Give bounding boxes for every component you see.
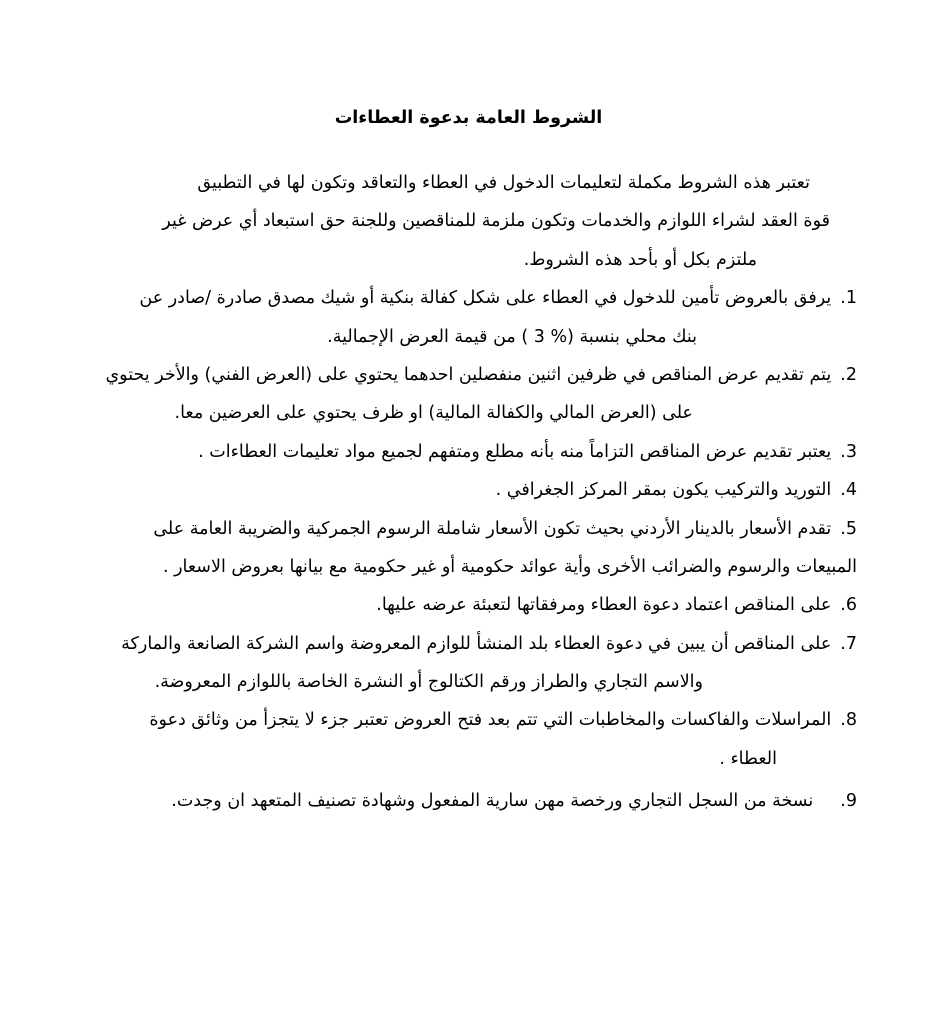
item-text: يرفق بالعروض تأمين للدخول في العطاء على شكل كفالة بنكية أو شيك مصدق صادرة /صادر عن: [139, 288, 832, 309]
item-text: المراسلات والفاكسات والمخاطبات التي تتم بعد فتح العروض تعتبر جزء لا يتجزأ من وثائق دعوة: [149, 710, 832, 731]
list-item-line: [10, 510, 857, 548]
list-item-line: [10, 586, 857, 624]
document-title: الشروط العامة بدعوة العطاءات: [334, 108, 603, 128]
list-item-line: [10, 279, 857, 317]
item-number: 1.: [840, 288, 857, 309]
intro-line: ملتزم بكل أو بأحد هذه الشروط.: [523, 249, 757, 270]
list-item-continuation: بنك محلي بنسبة ⁦( 3 %)⁩ من قيمة العرض الإجمالية.: [327, 326, 697, 347]
item-number: 7.: [840, 633, 857, 654]
item-text: على المناقص اعتماد دعوة العطاء ومرفقاتها لتعبئة عرضه عليها.: [376, 595, 832, 616]
item-number: 5.: [840, 518, 857, 539]
item-number: 3.: [840, 441, 857, 462]
list-item-line: [10, 701, 857, 739]
list-item-line: [10, 782, 857, 820]
item-text: على المناقص أن يبين في دعوة العطاء بلد المنشأ للوازم المعروضة واسم الشركة الصانعة والماركة: [121, 633, 832, 654]
document-body: [10, 164, 857, 821]
item-number: 8.: [840, 710, 857, 731]
list-item-continuation: المبيعات والرسوم والضرائب الأخرى وأية عوائد حكومية أو غير حكومية مع بيانها بعروض الاسعار .: [162, 556, 857, 577]
list-item-line: [10, 433, 857, 471]
item-text: التوريد والتركيب يكون بمقر المركز الجغرافي .: [495, 480, 832, 501]
item-number: 6.: [840, 595, 857, 616]
list-item-line: [10, 471, 857, 509]
list-item-line: [10, 356, 857, 394]
item-text: نسخة من السجل التجاري ورخصة مهن سارية المفعول وشهادة تصنيف المتعهد ان وجدت.: [171, 791, 814, 812]
list-item-continuation: والاسم التجاري والطراز ورقم الكتالوج أو النشرة الخاصة باللوازم المعروضة.: [154, 672, 703, 693]
item-number: 4.: [840, 480, 857, 501]
item-number: 2.: [840, 364, 857, 385]
item-text: تقدم الأسعار بالدينار الأردني بحيث تكون الأسعار شاملة الرسوم الجمركية والضريبة العامة على: [153, 518, 832, 539]
item-number: 9.: [840, 791, 857, 812]
intro-line: تعتبر هذه الشروط مكملة لتعليمات الدخول في العطاء والتعاقد وتكون لها في التطبيق: [197, 173, 810, 193]
intro-line: قوة العقد لشراء اللوازم والخدمات وتكون ملزمة للمناقصين وللجنة حق استبعاد أي عرض غير: [162, 211, 830, 232]
list-item-line: [10, 625, 857, 663]
item-text: يعتبر تقديم عرض المناقص التزاماً منه بأنه مطلع ومتفهم لجميع مواد تعليمات العطاءات .: [198, 441, 832, 462]
item-text: يتم تقديم عرض المناقص في ظرفين اثنين منفصلين احدهما يحتوي على (العرض الفني) والأخر يحتوي: [105, 364, 832, 385]
list-item-continuation: على (العرض المالي والكفالة المالية) او ظرف يحتوي على العرضين معا.: [174, 403, 693, 424]
list-item-continuation: العطاء .: [719, 748, 777, 769]
